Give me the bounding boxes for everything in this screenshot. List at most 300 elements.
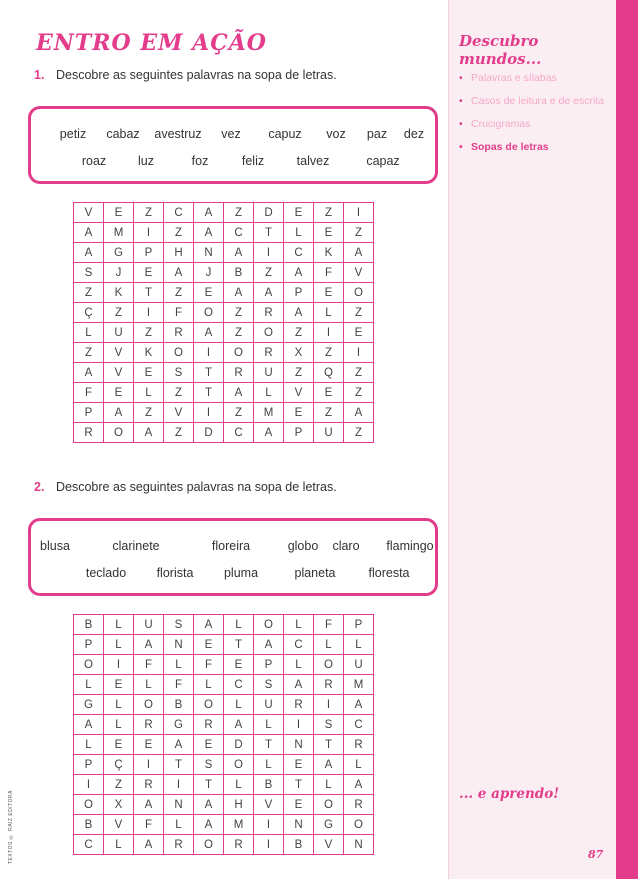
grid-cell[interactable]: I xyxy=(134,303,164,323)
grid-cell[interactable]: A xyxy=(224,283,254,303)
grid-cell[interactable]: I xyxy=(164,775,194,795)
word-search-grid-2 xyxy=(73,614,374,855)
grid-cell[interactable]: L xyxy=(284,655,314,675)
grid-cell[interactable]: E xyxy=(104,383,134,403)
grid-cell[interactable]: E xyxy=(314,383,344,403)
grid-cell[interactable]: N xyxy=(164,795,194,815)
grid-cell[interactable]: Z xyxy=(134,203,164,223)
grid-cell[interactable]: T xyxy=(254,223,284,243)
grid-cell[interactable]: P xyxy=(344,615,374,635)
grid-cell[interactable]: E xyxy=(104,735,134,755)
grid-cell[interactable]: E xyxy=(194,735,224,755)
grid-cell[interactable]: D xyxy=(254,203,284,223)
grid-cell[interactable]: A xyxy=(164,735,194,755)
grid-cell[interactable]: T xyxy=(194,775,224,795)
exercise-number: 2. xyxy=(34,480,45,494)
grid-cell[interactable]: T xyxy=(194,363,224,383)
page-edge-bar xyxy=(616,0,638,879)
grid-row xyxy=(74,835,374,855)
grid-cell[interactable]: G xyxy=(74,695,104,715)
grid-cell[interactable]: L xyxy=(254,755,284,775)
grid-cell[interactable]: T xyxy=(164,755,194,775)
grid-cell[interactable]: P xyxy=(74,403,104,423)
grid-cell[interactable]: C xyxy=(224,423,254,443)
grid-cell[interactable]: Z xyxy=(224,323,254,343)
grid-cell[interactable]: O xyxy=(134,695,164,715)
word-item: dez xyxy=(403,127,425,141)
grid-cell[interactable]: Z xyxy=(164,423,194,443)
grid-cell[interactable]: B xyxy=(74,815,104,835)
grid-cell[interactable]: R xyxy=(314,675,344,695)
grid-row xyxy=(74,795,374,815)
word-item: petiz xyxy=(59,127,87,141)
grid-row xyxy=(74,323,374,343)
word-item: globo xyxy=(287,539,319,553)
grid-cell[interactable]: A xyxy=(344,695,374,715)
grid-cell[interactable]: L xyxy=(164,815,194,835)
grid-cell[interactable]: U xyxy=(344,655,374,675)
grid-cell[interactable]: F xyxy=(314,615,344,635)
grid-cell[interactable]: L xyxy=(314,303,344,323)
grid-cell[interactable]: L xyxy=(164,655,194,675)
grid-cell[interactable]: B xyxy=(74,615,104,635)
grid-cell[interactable]: Z xyxy=(344,303,374,323)
word-item: floresta xyxy=(368,566,410,580)
word-item: luz xyxy=(138,154,154,168)
word-item: avestruz xyxy=(154,127,202,141)
grid-cell[interactable]: Z xyxy=(224,203,254,223)
grid-cell[interactable]: L xyxy=(224,775,254,795)
sidebar-item-label: Casos de leitura e de escrita xyxy=(471,95,605,107)
grid-cell[interactable]: E xyxy=(194,635,224,655)
grid-cell[interactable]: I xyxy=(314,695,344,715)
grid-cell[interactable]: D xyxy=(224,735,254,755)
grid-cell[interactable]: U xyxy=(104,323,134,343)
grid-cell[interactable]: L xyxy=(284,223,314,243)
grid-cell[interactable]: V xyxy=(104,363,134,383)
grid-cell[interactable]: R xyxy=(254,343,284,363)
grid-row xyxy=(74,715,374,735)
grid-cell[interactable]: O xyxy=(254,615,284,635)
grid-cell[interactable]: L xyxy=(254,383,284,403)
grid-cell[interactable]: L xyxy=(284,615,314,635)
word-item: clarinete xyxy=(112,539,160,553)
grid-cell[interactable]: E xyxy=(104,675,134,695)
grid-cell[interactable]: A xyxy=(254,635,284,655)
grid-cell[interactable]: E xyxy=(224,655,254,675)
grid-cell[interactable]: R xyxy=(134,775,164,795)
section-title: ENTRO EM AÇÃO xyxy=(36,30,267,56)
grid-cell[interactable]: J xyxy=(194,263,224,283)
grid-cell[interactable]: P xyxy=(74,755,104,775)
grid-cell[interactable]: O xyxy=(104,423,134,443)
grid-cell[interactable]: O xyxy=(344,815,374,835)
grid-cell[interactable]: Q xyxy=(314,363,344,383)
grid-row xyxy=(74,735,374,755)
grid-cell[interactable]: V xyxy=(284,383,314,403)
grid-row xyxy=(74,635,374,655)
grid-cell[interactable]: S xyxy=(314,715,344,735)
grid-cell[interactable]: O xyxy=(224,343,254,363)
grid-cell[interactable]: C xyxy=(164,203,194,223)
sidebar-heading-line: mundos... xyxy=(459,50,542,68)
grid-cell[interactable]: A xyxy=(194,795,224,815)
grid-cell[interactable]: O xyxy=(224,755,254,775)
grid-cell[interactable]: A xyxy=(134,835,164,855)
grid-cell[interactable]: A xyxy=(254,423,284,443)
word-item: planeta xyxy=(294,566,336,580)
grid-cell[interactable]: A xyxy=(314,755,344,775)
grid-row xyxy=(74,343,374,363)
grid-cell[interactable]: K xyxy=(314,243,344,263)
grid-cell[interactable]: L xyxy=(104,635,134,655)
grid-cell[interactable]: L xyxy=(74,735,104,755)
grid-cell[interactable]: S xyxy=(74,263,104,283)
grid-cell[interactable]: J xyxy=(104,263,134,283)
grid-cell[interactable]: Z xyxy=(314,343,344,363)
grid-cell[interactable]: Z xyxy=(164,383,194,403)
grid-cell[interactable]: L xyxy=(104,835,134,855)
grid-cell[interactable]: O xyxy=(74,655,104,675)
instruction-text: Descobre as seguintes palavras na sopa de letras. xyxy=(56,68,337,82)
grid-cell[interactable]: O xyxy=(164,343,194,363)
grid-cell[interactable]: M xyxy=(224,815,254,835)
grid-row xyxy=(74,755,374,775)
grid-cell[interactable]: B xyxy=(254,775,284,795)
word-row xyxy=(31,154,435,172)
grid-cell[interactable]: L xyxy=(134,675,164,695)
grid-cell[interactable]: A xyxy=(194,815,224,835)
grid-cell[interactable]: Z xyxy=(164,283,194,303)
grid-cell[interactable]: E xyxy=(284,755,314,775)
grid-cell[interactable]: X xyxy=(104,795,134,815)
grid-cell[interactable]: P xyxy=(284,423,314,443)
grid-cell[interactable]: N xyxy=(344,835,374,855)
grid-cell[interactable]: F xyxy=(194,655,224,675)
grid-cell[interactable]: O xyxy=(344,283,374,303)
grid-cell[interactable]: Ç xyxy=(74,303,104,323)
grid-cell[interactable]: X xyxy=(284,343,314,363)
word-row xyxy=(31,127,435,145)
grid-cell[interactable]: L xyxy=(314,775,344,795)
word-item: foz xyxy=(191,154,209,168)
sidebar-item-sopas[interactable] xyxy=(459,141,609,154)
grid-cell[interactable]: L xyxy=(74,323,104,343)
grid-row xyxy=(74,423,374,443)
grid-cell[interactable]: A xyxy=(194,203,224,223)
grid-cell[interactable]: O xyxy=(74,795,104,815)
word-item: pluma xyxy=(223,566,259,580)
grid-cell[interactable]: A xyxy=(194,323,224,343)
grid-cell[interactable]: L xyxy=(344,635,374,655)
grid-cell[interactable]: Z xyxy=(164,223,194,243)
grid-cell[interactable]: O xyxy=(254,323,284,343)
grid-cell[interactable]: P xyxy=(74,635,104,655)
grid-cell[interactable]: L xyxy=(104,615,134,635)
grid-cell[interactable]: P xyxy=(134,243,164,263)
grid-cell[interactable]: A xyxy=(344,775,374,795)
grid-cell[interactable]: D xyxy=(194,423,224,443)
grid-cell[interactable]: B xyxy=(164,695,194,715)
exercise-2-instruction xyxy=(34,480,337,494)
grid-cell[interactable]: A xyxy=(104,403,134,423)
grid-row xyxy=(74,283,374,303)
grid-cell[interactable]: L xyxy=(194,675,224,695)
grid-cell[interactable]: B xyxy=(284,835,314,855)
grid-cell[interactable]: Z xyxy=(314,403,344,423)
grid-cell[interactable]: V xyxy=(74,203,104,223)
grid-cell[interactable]: B xyxy=(224,263,254,283)
grid-cell[interactable]: O xyxy=(194,695,224,715)
bullet-icon: • xyxy=(459,118,463,130)
grid-cell[interactable]: C xyxy=(284,243,314,263)
grid-cell[interactable]: E xyxy=(314,223,344,243)
grid-cell[interactable]: E xyxy=(134,735,164,755)
grid-cell[interactable]: A xyxy=(74,715,104,735)
grid-cell[interactable]: E xyxy=(194,283,224,303)
grid-cell[interactable]: C xyxy=(344,715,374,735)
grid-cell[interactable]: H xyxy=(224,795,254,815)
grid-cell[interactable]: L xyxy=(104,715,134,735)
grid-cell[interactable]: Z xyxy=(224,403,254,423)
grid-cell[interactable]: E xyxy=(344,323,374,343)
grid-cell[interactable]: I xyxy=(104,655,134,675)
grid-cell[interactable]: Z xyxy=(344,423,374,443)
word-item: claro xyxy=(332,539,360,553)
grid-cell[interactable]: L xyxy=(104,695,134,715)
grid-cell[interactable]: Z xyxy=(104,303,134,323)
grid-cell[interactable]: L xyxy=(74,675,104,695)
grid-cell[interactable]: S xyxy=(164,615,194,635)
grid-cell[interactable]: F xyxy=(134,655,164,675)
grid-cell[interactable]: P xyxy=(284,283,314,303)
grid-cell[interactable]: G xyxy=(164,715,194,735)
grid-cell[interactable]: A xyxy=(194,615,224,635)
grid-cell[interactable]: O xyxy=(314,655,344,675)
grid-cell[interactable]: E xyxy=(284,203,314,223)
grid-row xyxy=(74,303,374,323)
grid-row xyxy=(74,223,374,243)
grid-cell[interactable]: E xyxy=(284,795,314,815)
grid-cell[interactable]: T xyxy=(194,383,224,403)
grid-cell[interactable]: O xyxy=(314,795,344,815)
grid-cell[interactable]: A xyxy=(134,795,164,815)
grid-cell[interactable]: U xyxy=(254,363,284,383)
grid-cell[interactable]: F xyxy=(74,383,104,403)
grid-cell[interactable]: S xyxy=(164,363,194,383)
word-item: paz xyxy=(366,127,388,141)
grid-cell[interactable]: R xyxy=(344,795,374,815)
grid-cell[interactable]: N xyxy=(194,243,224,263)
grid-cell[interactable]: V xyxy=(254,795,284,815)
grid-cell[interactable]: A xyxy=(254,283,284,303)
grid-cell[interactable]: U xyxy=(314,423,344,443)
grid-cell[interactable]: V xyxy=(104,815,134,835)
exercise-number: 1. xyxy=(34,68,45,82)
grid-cell[interactable]: Z xyxy=(284,363,314,383)
grid-cell[interactable]: G xyxy=(104,243,134,263)
grid-cell[interactable]: A xyxy=(344,243,374,263)
grid-cell[interactable]: G xyxy=(314,815,344,835)
grid-row xyxy=(74,815,374,835)
grid-cell[interactable]: I xyxy=(344,343,374,363)
grid-cell[interactable]: C xyxy=(224,223,254,243)
page-number: 87 xyxy=(588,848,604,861)
grid-cell[interactable]: C xyxy=(74,835,104,855)
grid-cell[interactable]: H xyxy=(164,243,194,263)
grid-cell[interactable]: V xyxy=(314,835,344,855)
grid-cell[interactable]: V xyxy=(344,263,374,283)
grid-cell[interactable]: E xyxy=(134,363,164,383)
grid-cell[interactable]: R xyxy=(224,363,254,383)
grid-cell[interactable]: L xyxy=(254,715,284,735)
grid-cell[interactable]: A xyxy=(284,303,314,323)
grid-cell[interactable]: O xyxy=(194,303,224,323)
grid-cell[interactable]: I xyxy=(74,775,104,795)
grid-cell[interactable]: Z xyxy=(344,223,374,243)
grid-cell[interactable]: N xyxy=(284,735,314,755)
grid-cell[interactable]: V xyxy=(164,403,194,423)
grid-cell[interactable]: E xyxy=(134,263,164,283)
grid-cell[interactable]: P xyxy=(254,655,284,675)
grid-cell[interactable]: R xyxy=(74,423,104,443)
grid-cell[interactable]: I xyxy=(254,815,284,835)
grid-cell[interactable]: Z xyxy=(284,323,314,343)
grid-cell[interactable]: I xyxy=(194,343,224,363)
word-item: flamingo xyxy=(386,539,434,553)
grid-cell[interactable]: K xyxy=(134,343,164,363)
grid-cell[interactable]: R xyxy=(284,695,314,715)
word-item: talvez xyxy=(296,154,330,168)
grid-cell[interactable]: E xyxy=(104,203,134,223)
grid-cell[interactable]: I xyxy=(194,403,224,423)
grid-cell[interactable]: U xyxy=(134,615,164,635)
instruction-text: Descobre as seguintes palavras na sopa de letras. xyxy=(56,480,337,494)
grid-cell[interactable]: Z xyxy=(134,323,164,343)
grid-cell[interactable]: M xyxy=(254,403,284,423)
grid-row xyxy=(74,655,374,675)
grid-cell[interactable]: A xyxy=(134,423,164,443)
grid-cell[interactable]: A xyxy=(284,675,314,695)
grid-cell[interactable]: A xyxy=(194,223,224,243)
grid-row xyxy=(74,203,374,223)
grid-cell[interactable]: T xyxy=(284,775,314,795)
grid-row xyxy=(74,363,374,383)
grid-cell[interactable]: Ç xyxy=(104,755,134,775)
grid-cell[interactable]: Z xyxy=(134,403,164,423)
grid-cell[interactable]: A xyxy=(344,403,374,423)
grid-cell[interactable]: A xyxy=(224,715,254,735)
grid-cell[interactable]: T xyxy=(224,635,254,655)
grid-cell[interactable]: A xyxy=(224,243,254,263)
grid-cell[interactable]: I xyxy=(134,223,164,243)
grid-cell[interactable]: Z xyxy=(314,203,344,223)
grid-cell[interactable]: K xyxy=(104,283,134,303)
grid-cell[interactable]: V xyxy=(104,343,134,363)
grid-cell[interactable]: U xyxy=(254,695,284,715)
grid-cell[interactable]: R xyxy=(224,835,254,855)
sidebar-item-casos[interactable] xyxy=(459,95,609,108)
grid-cell[interactable]: I xyxy=(344,203,374,223)
grid-cell[interactable]: A xyxy=(74,363,104,383)
word-item: blusa xyxy=(40,539,70,553)
grid-cell[interactable]: F xyxy=(314,263,344,283)
grid-cell[interactable]: R xyxy=(194,715,224,735)
grid-cell[interactable]: L xyxy=(224,615,254,635)
grid-cell[interactable]: N xyxy=(284,815,314,835)
grid-cell[interactable]: C xyxy=(224,675,254,695)
grid-cell[interactable]: Z xyxy=(104,775,134,795)
grid-cell[interactable]: A xyxy=(74,243,104,263)
grid-row xyxy=(74,383,374,403)
grid-cell[interactable]: R xyxy=(344,735,374,755)
grid-cell[interactable]: O xyxy=(194,835,224,855)
grid-row xyxy=(74,775,374,795)
grid-cell[interactable]: R xyxy=(164,835,194,855)
grid-cell[interactable]: Z xyxy=(344,363,374,383)
grid-cell[interactable]: T xyxy=(314,735,344,755)
word-item: capuz xyxy=(268,127,302,141)
grid-cell[interactable]: S xyxy=(194,755,224,775)
exercise-1-instruction xyxy=(34,68,337,82)
grid-cell[interactable]: E xyxy=(284,403,314,423)
grid-cell[interactable]: A xyxy=(164,263,194,283)
grid-cell[interactable]: I xyxy=(134,755,164,775)
sidebar-item-crucigramas[interactable] xyxy=(459,118,609,131)
grid-cell[interactable]: A xyxy=(74,223,104,243)
grid-cell[interactable]: A xyxy=(284,263,314,283)
grid-cell[interactable]: T xyxy=(254,735,284,755)
word-item: vez xyxy=(221,127,241,141)
grid-cell[interactable]: L xyxy=(314,635,344,655)
word-item: florista xyxy=(156,566,194,580)
grid-cell[interactable]: Z xyxy=(74,283,104,303)
bullet-icon: • xyxy=(459,72,463,84)
grid-row xyxy=(74,243,374,263)
grid-cell[interactable]: F xyxy=(164,675,194,695)
grid-cell[interactable]: R xyxy=(134,715,164,735)
grid-cell[interactable]: L xyxy=(224,695,254,715)
grid-cell[interactable]: S xyxy=(254,675,284,695)
grid-cell[interactable]: L xyxy=(344,755,374,775)
grid-cell[interactable]: I xyxy=(314,323,344,343)
grid-cell[interactable]: L xyxy=(134,383,164,403)
sidebar-footer: ... e aprendo! xyxy=(459,786,560,802)
grid-row xyxy=(74,263,374,283)
grid-cell[interactable]: M xyxy=(104,223,134,243)
grid-cell[interactable]: A xyxy=(134,635,164,655)
grid-cell[interactable]: M xyxy=(344,675,374,695)
grid-cell[interactable]: Z xyxy=(254,263,284,283)
grid-cell[interactable]: Z xyxy=(74,343,104,363)
grid-cell[interactable]: N xyxy=(164,635,194,655)
grid-cell[interactable]: R xyxy=(254,303,284,323)
grid-cell[interactable]: E xyxy=(314,283,344,303)
grid-cell[interactable]: A xyxy=(224,383,254,403)
grid-cell[interactable]: Z xyxy=(224,303,254,323)
grid-cell[interactable]: F xyxy=(134,815,164,835)
grid-cell[interactable]: T xyxy=(134,283,164,303)
word-list-box-1 xyxy=(28,106,438,184)
grid-cell[interactable]: C xyxy=(284,635,314,655)
grid-cell[interactable]: Z xyxy=(344,383,374,403)
sidebar-item-palavras[interactable] xyxy=(459,72,609,85)
grid-cell[interactable]: F xyxy=(164,303,194,323)
grid-cell[interactable]: I xyxy=(254,243,284,263)
grid-cell[interactable]: R xyxy=(164,323,194,343)
grid-cell[interactable]: I xyxy=(254,835,284,855)
grid-cell[interactable]: I xyxy=(284,715,314,735)
